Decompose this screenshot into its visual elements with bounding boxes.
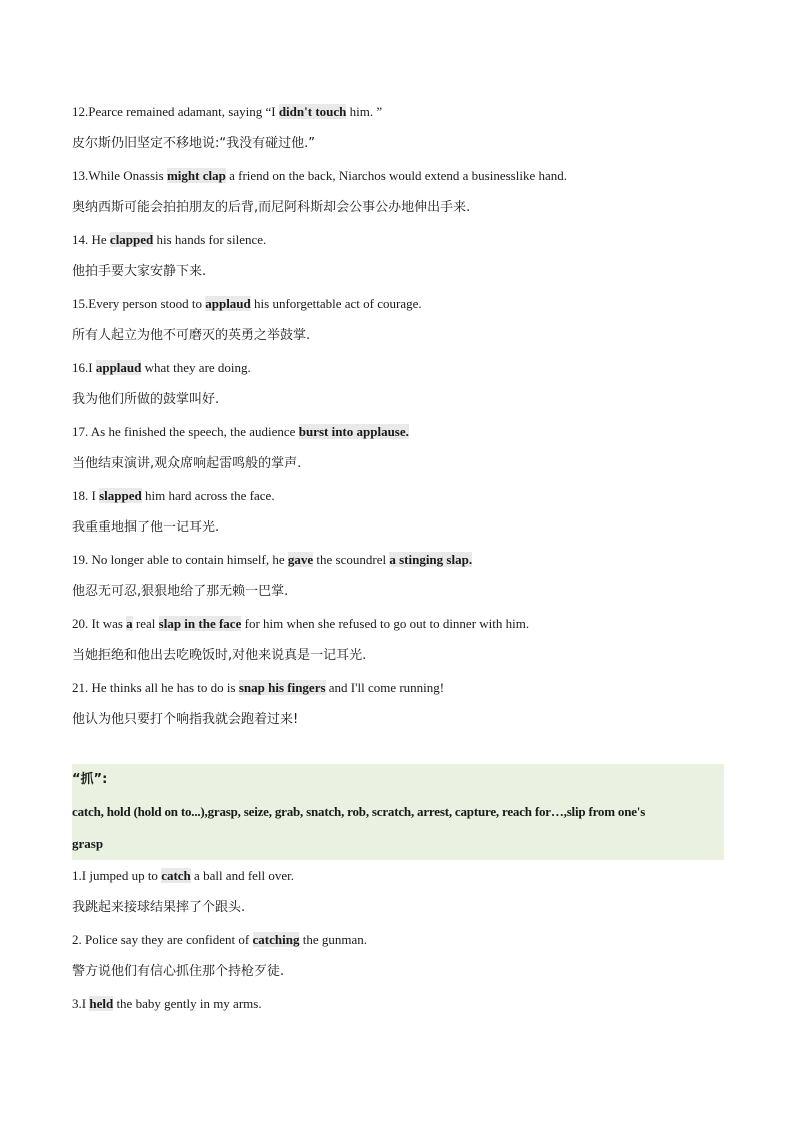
text: 18. I [72,488,100,503]
highlighted-phrase: a stinging slap. [389,552,473,567]
sentence-19-zh: 他忍无可忍,狠狠地给了那无赖一巴掌. [72,584,289,599]
highlighted-phrase: clapped [109,232,154,247]
text: 13.While Onassis [72,168,167,183]
catch-sentence-3-en [72,988,724,1020]
catch-sentence-2-en [72,924,724,956]
sentence-15-zh: 所有人起立为他不可磨灭的英勇之举鼓掌. [72,328,311,343]
catch-sentence-2-zh: 警方说他们有信心抓住那个持枪歹徒. [72,964,285,979]
text: 19. No longer able to contain himself, he [72,552,288,567]
text: him. ” [346,104,383,119]
sentence-14-zh: 他拍手要大家安静下来. [72,264,207,279]
highlighted-phrase: didn't touch [278,104,347,119]
sentence-16-en [72,352,724,384]
highlighted-phrase: held [89,996,114,1011]
text: him hard across the face. [141,488,275,503]
highlighted-phrase: slapped [99,488,142,503]
sentence-13-en [72,160,724,192]
text: real [132,616,159,631]
text: 17. As he finished the speech, the audience [72,424,299,439]
highlighted-phrase: catch [161,868,191,883]
sentence-18-zh: 我重重地掴了他一记耳光. [72,520,220,535]
text: the gunman. [299,932,367,947]
text: 12.Pearce remained adamant, saying “I [72,104,279,119]
sentence-14-en [72,224,724,256]
sentence-13-zh: 奥纳西斯可能会拍拍朋友的后背,而尼阿科斯却会公事公办地伸出手来. [72,200,471,215]
text: 15.Every person stood to [72,296,206,311]
text: his hands for silence. [153,232,267,247]
text: what they are doing. [141,360,251,375]
text: 14. He [72,232,110,247]
highlighted-phrase: snap his fingers [238,680,326,695]
text: the baby gently in my arms. [113,996,262,1011]
sentence-17-en [72,416,724,448]
sentence-15-en [72,288,724,320]
catch-sentence-1-en [72,860,724,892]
text: a friend on the back, Niarchos would extend a businesslike hand. [225,168,567,183]
text: a ball and fell over. [190,868,295,883]
document-page [72,96,724,1020]
text: 16.I [72,360,96,375]
text: the scoundrel [313,552,390,567]
highlighted-phrase: gave [287,552,314,567]
sentence-17-zh: 当他结束演讲,观众席响起雷鸣般的掌声. [72,456,302,471]
text: 1.I jumped up to [72,868,162,883]
text: his unforgettable act of courage. [250,296,422,311]
text: for him when she refused to go out to dinner with him. [241,616,530,631]
sentence-20-zh: 当她拒绝和他出去吃晚饭时,对他来说真是一记耳光. [72,648,367,663]
highlighted-phrase: burst into applause. [298,424,409,439]
sentence-12-en [72,96,724,128]
sentence-21-en [72,672,724,704]
text: 3.I [72,996,90,1011]
section-title: “抓”: [72,772,108,787]
sentence-16-zh: 我为他们所做的鼓掌叫好. [72,392,220,407]
sentence-12-zh: 皮尔斯仍旧坚定不移地说:“我没有碰过他.” [72,136,315,151]
section-keywords-line-1: catch, hold (hold on to...),grasp, seize, grab, snatch, rob, scratch, arrest, capture, reach for…,slip from one's [72,804,646,819]
section-header-box [72,764,724,860]
highlighted-phrase: applaud [95,360,142,375]
sentence-18-en [72,480,724,512]
text: and I'll come running! [325,680,445,695]
highlighted-phrase: a [126,616,133,631]
highlighted-phrase: slap in the face [158,616,242,631]
section-keywords-line-2: grasp [72,836,104,851]
catch-sentence-1-zh: 我跳起来接球结果摔了个跟头. [72,900,246,915]
highlighted-phrase: applaud [205,296,251,311]
highlighted-phrase: might clap [166,168,226,183]
text: 2. Police say they are confident of [72,932,253,947]
text: 21. He thinks all he has to do is [72,680,239,695]
sentence-20-en [72,608,724,640]
sentence-21-zh: 他认为他只要打个响指我就会跑着过来! [72,712,299,727]
highlighted-phrase: catching [252,932,300,947]
text: 20. It was [72,616,127,631]
sentence-19-en [72,544,724,576]
